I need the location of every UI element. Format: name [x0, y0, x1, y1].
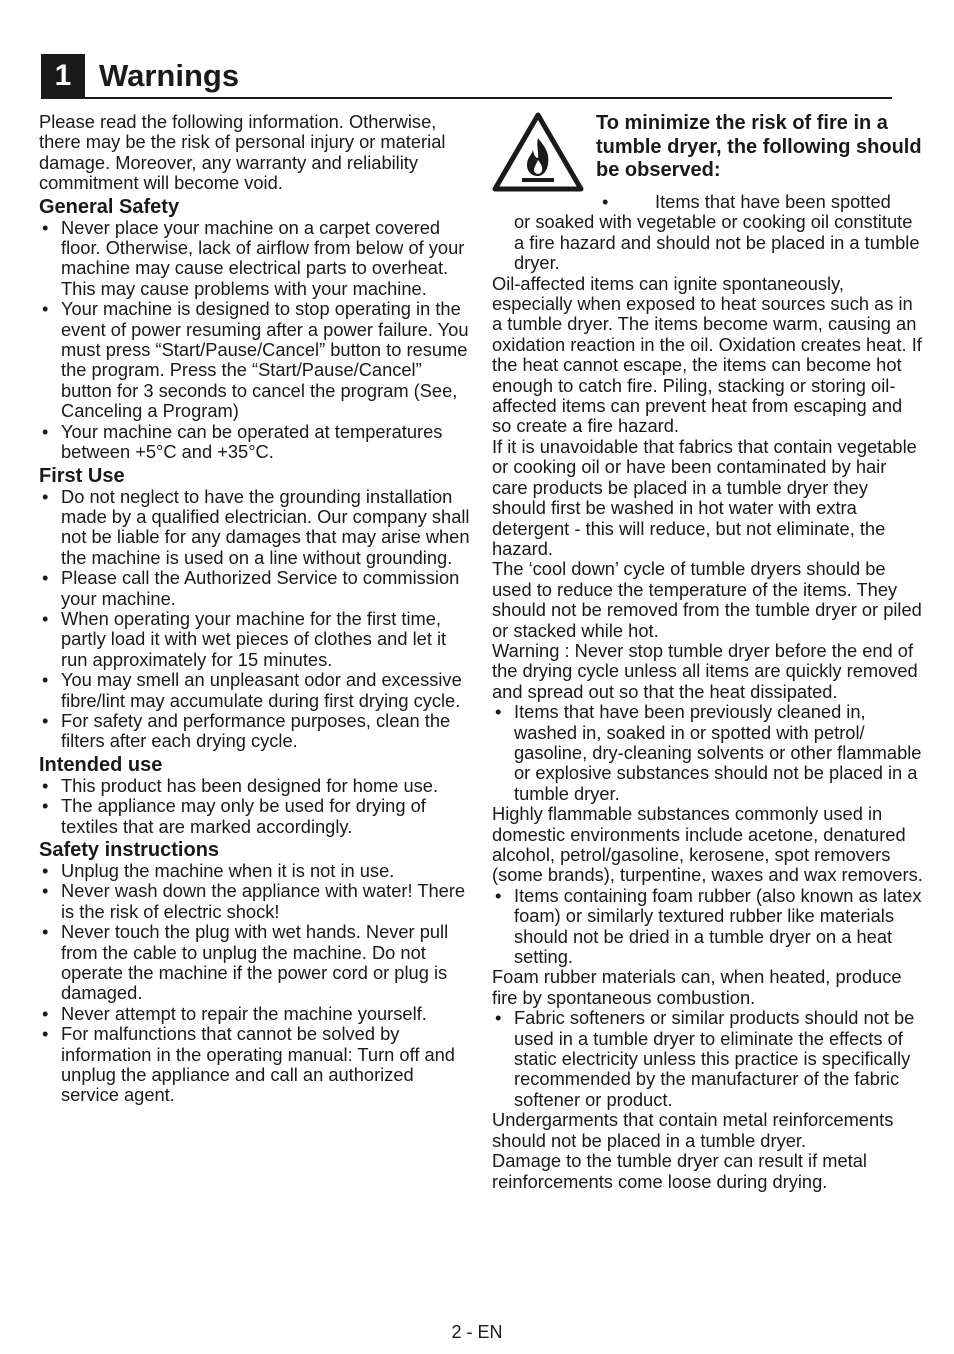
right-column — [492, 112, 924, 1192]
list — [492, 886, 924, 968]
paragraph: Foam rubber materials can, when heated, produce fire by spontaneous combustion. — [492, 966, 902, 1008]
paragraph: If it is unavoidable that fabrics that contain vegetable or cooking oil or have been contaminated by hair care products be placed in a tumble dryer they should first be washed in hot water with extra detergent - this will reduce, but not eliminate, the hazard. — [492, 435, 917, 559]
intro-text: Please read the following information. Otherwise, there may be the risk of personal injury or material damage. Moreover, any warranty and reliability commitment will become void. — [39, 111, 446, 194]
first-use-list — [39, 487, 471, 752]
list-item: • Unplug the machine when it is not in use. — [39, 861, 471, 881]
bullet-glyph: • — [602, 191, 609, 212]
paragraph: Damage to the tumble dryer can result if metal reinforcements come loose during drying. — [492, 1150, 867, 1192]
warning-title: To minimize the risk of fire in a tumble dryer, the following should be observed: — [596, 112, 922, 181]
list-item: • Your machine is designed to stop operating in the event of power resuming after a power failure. You must press “Start/Pause/Cancel” button to resume the program. Press the “Start/Pause/Cancel” button for 3 seconds to cancel the program (See, Canceling a Program) — [39, 299, 471, 421]
list-item: • Do not neglect to have the grounding installation made by a qualified electrician. Our company shall not be liable for any damages that may arise when the machine is used on a line without grounding. — [39, 487, 471, 569]
paragraph: Undergarments that contain metal reinforcements should not be placed in a tumble dryer. — [492, 1109, 894, 1151]
list-item: • Never attempt to repair the machine yourself. — [39, 1004, 471, 1024]
paragraph: Highly flammable substances commonly used in domestic environments include acetone, denatured alcohol, petrol/gasoline, kerosene, spot removers (some brands), turpentine, waxes and wax removers. — [492, 803, 923, 886]
first-item-line1: Items that have been spotted — [655, 191, 891, 212]
list-item: • Please call the Authorized Service to commission your machine. — [39, 568, 471, 609]
intended-use-list — [39, 776, 471, 837]
list-item: • Your machine can be operated at temperatures between +5°C and +35°C. — [39, 422, 471, 463]
list-item: • Never wash down the appliance with water! There is the risk of electric shock! — [39, 881, 471, 922]
page-number: 2 - EN — [451, 1322, 503, 1342]
left-column — [39, 112, 471, 1106]
heading-intended-use: Intended use — [39, 753, 163, 776]
list-item: • For malfunctions that cannot be solved by information in the operating manual: Turn off and unplug the appliance and call an authorized service agent. — [39, 1024, 471, 1106]
list-item: • Never place your machine on a carpet covered floor. Otherwise, lack of airflow from below of your machine may cause electrical parts to overheat. This may cause problems with your machine. — [39, 218, 471, 300]
list-item: • Items containing foam rubber (also known as latex foam) or similarly textured rubber like materials should not be dried in a tumble dryer on a heat setting. — [492, 886, 924, 968]
list — [492, 702, 924, 804]
paragraph: The ‘cool down’ cycle of tumble dryers should be used to reduce the temperature of the items. They should not be removed from the tumble dryer or piled or stacked while hot. — [492, 558, 922, 641]
paragraph: Warning : Never stop tumble dryer before the end of the drying cycle unless all items are quickly removed and spread out so that the heat dissipated. — [492, 639, 918, 702]
heading-safety-instructions: Safety instructions — [39, 839, 220, 861]
list-item: • Items that have been previously cleaned in, washed in, soaked in or spotted with petrol/ gasoline, dry-cleaning solvents or other flammable or explosive substances should not be placed in a tumble dryer. — [492, 702, 924, 804]
list-item: • For safety and performance purposes, clean the filters after each drying cycle. — [39, 711, 471, 752]
fire-warning-block — [492, 112, 924, 192]
page-title: Warnings — [99, 58, 240, 93]
section-number: 1 — [41, 54, 85, 97]
heading-general-safety: General Safety — [39, 195, 180, 218]
general-safety-list — [39, 218, 471, 463]
paragraph: Oil-affected items can ignite spontaneously, especially when exposed to heat sources such as in a tumble dryer. The items become warm, causing an oxidation reaction in the oil. Oxidation creates heat. If the heat cannot escape, the items can become hot enough to catch fire. Piling, stacking or storing oil-affected items can prevent heat from escaping and so create a fire hazard. — [492, 272, 922, 437]
safety-instructions-list — [39, 861, 471, 1106]
first-item-rest: or soaked with vegetable or cooking oil constitute a fire hazard and should not be placed in a tumble dryer. — [514, 211, 920, 274]
list-item: • This product has been designed for home use. — [39, 776, 471, 796]
list-item: • The appliance may only be used for drying of textiles that are marked accordingly. — [39, 796, 471, 837]
list — [492, 1008, 924, 1110]
list-item: • When operating your machine for the first time, partly load it with wet pieces of clothes and let it run approximately for 15 minutes. — [39, 609, 471, 670]
list-item: • Never touch the plug with wet hands. Never pull from the cable to unplug the machine. Do not operate the machine if the power cord or plug is damaged. — [39, 922, 471, 1004]
fire-warning-icon — [492, 112, 584, 192]
section-header — [41, 54, 892, 99]
list-item: • You may smell an unpleasant odor and excessive fibre/lint may accumulate during first drying cycle. — [39, 670, 471, 711]
list-item: • Fabric softeners or similar products should not be used in a tumble dryer to eliminate the effects of static electricity unless this practice is specifically recommended by the manufacturer of the fabric softener or product. — [492, 1008, 924, 1110]
list-item — [492, 192, 924, 274]
heading-first-use: First Use — [39, 464, 125, 487]
